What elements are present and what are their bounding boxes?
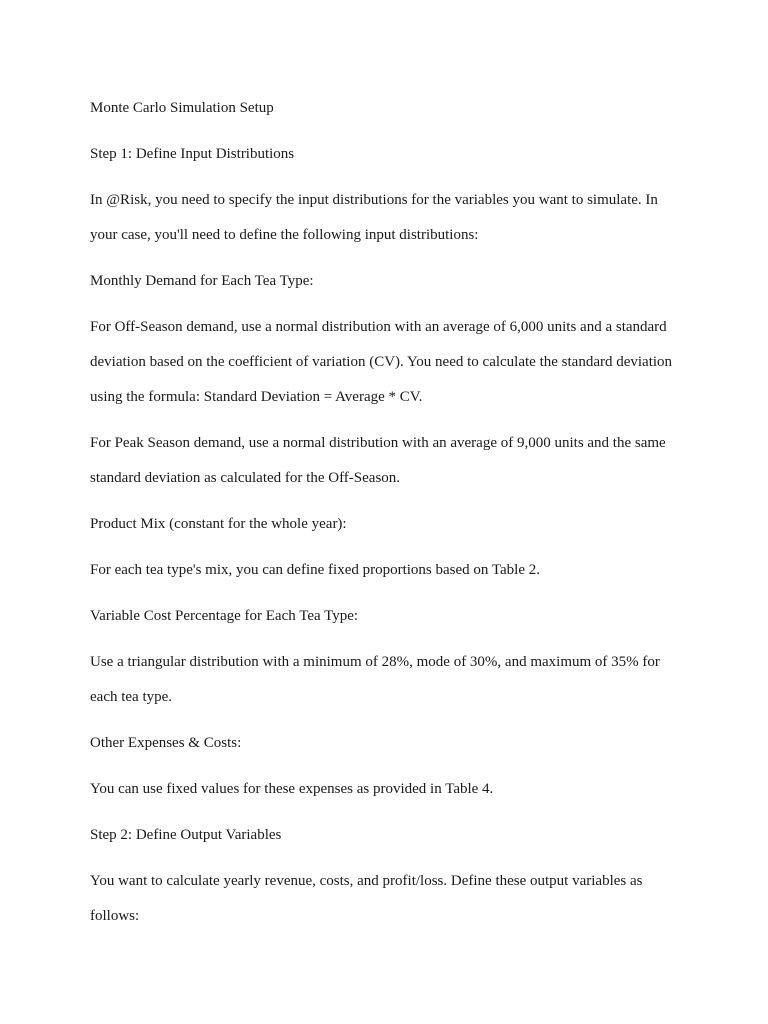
- step1-heading: Step 1: Define Input Distributions: [90, 146, 295, 162]
- document-body: [90, 91, 680, 945]
- off-season-paragraph: For Off-Season demand, use a normal distribution with an average of 6,000 units and a standard deviation based on the coefficient of variation (CV). You need to calculate the standard deviation using the formula: Standard Deviation = Average * CV.: [90, 319, 673, 405]
- variable-cost-paragraph: Use a triangular distribution with a minimum of 28%, mode of 30%, and maximum of 35% for each tea type.: [90, 654, 660, 705]
- document-title: Monte Carlo Simulation Setup: [90, 100, 274, 116]
- monthly-demand-heading: Monthly Demand for Each Tea Type:: [90, 273, 314, 289]
- other-expenses-heading: Other Expenses & Costs:: [90, 735, 242, 751]
- intro-paragraph: In @Risk, you need to specify the input distributions for the variables you want to simulate. In your case, you'll need to define the following input distributions:: [90, 192, 658, 243]
- product-mix-heading: Product Mix (constant for the whole year):: [90, 516, 347, 532]
- peak-season-paragraph: For Peak Season demand, use a normal distribution with an average of 9,000 units and the same standard deviation as calculated for the Off-Season.: [90, 435, 666, 486]
- outputs-intro-paragraph: You want to calculate yearly revenue, costs, and profit/loss. Define these output variables as follows:: [90, 873, 643, 924]
- variable-cost-heading: Variable Cost Percentage for Each Tea Type:: [90, 608, 359, 624]
- step2-heading: Step 2: Define Output Variables: [90, 827, 282, 843]
- product-mix-paragraph: For each tea type's mix, you can define fixed proportions based on Table 2.: [90, 562, 540, 578]
- other-expenses-paragraph: You can use fixed values for these expenses as provided in Table 4.: [90, 781, 494, 797]
